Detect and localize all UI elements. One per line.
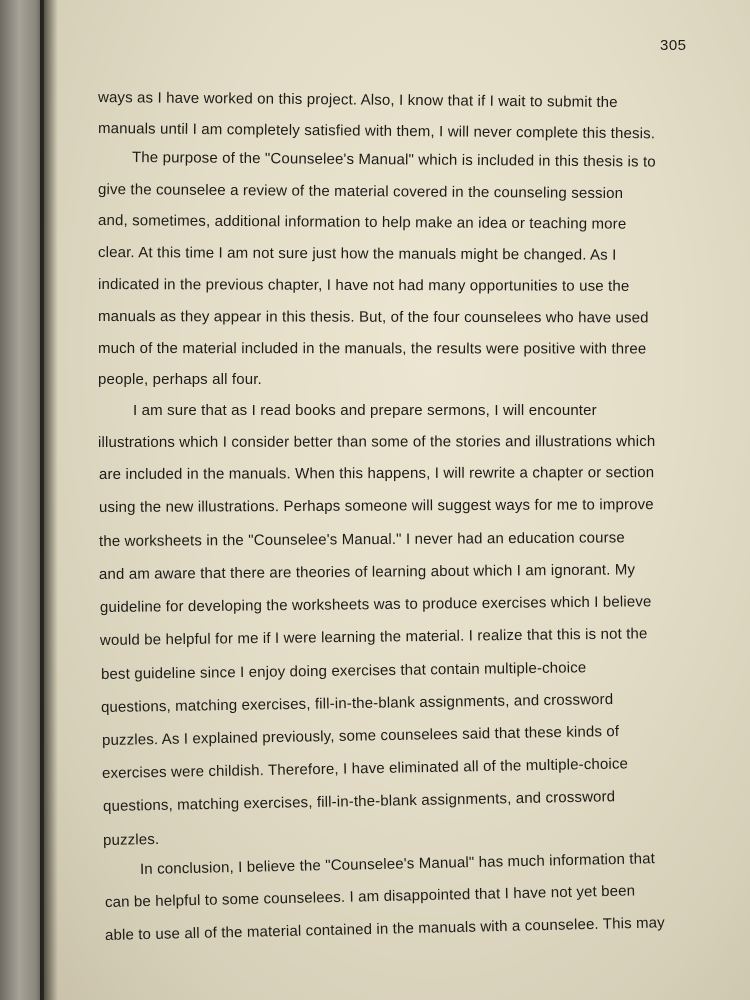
text-line: and, sometimes, additional information to help make an idea or teaching more xyxy=(97,212,627,233)
text-line: In conclusion, I believe the "Counselee's Manual" has much information that xyxy=(139,850,656,878)
text-line: ways as I have worked on this project. Also, I know that if I wait to submit the xyxy=(97,89,618,111)
text-line: best guideline since I enjoy doing exercises that contain multiple-choice xyxy=(100,659,587,683)
text-line: manuals until I am completely satisfied with them, I will never complete this thesis. xyxy=(97,120,656,143)
text-line: The purpose of the "Counselee's Manual" which is included in this thesis is to xyxy=(131,149,656,171)
text-line: using the new illustrations. Perhaps someone will suggest ways for me to improve xyxy=(98,496,654,516)
gutter-shadow xyxy=(40,0,58,1000)
page-number: 305 xyxy=(660,37,687,54)
body-text xyxy=(44,0,750,1000)
text-line: would be helpful for me if I were learning the material. I realize that this is not the xyxy=(99,625,648,649)
text-line: able to use all of the material contained in the manuals with a counselee. This may xyxy=(104,914,666,944)
text-line: manuals as they appear in this thesis. But, of the four counselees who have used xyxy=(97,308,649,327)
text-line: questions, matching exercises, fill-in-the-blank assignments, and crossword xyxy=(100,690,614,716)
text-line: much of the material included in the manuals, the results were positive with three xyxy=(97,340,647,358)
text-line: the worksheets in the "Counselee's Manual." I never had an education course xyxy=(98,529,625,550)
text-line: puzzles. xyxy=(102,830,160,849)
text-line: are included in the manuals. When this happens, I will rewrite a chapter or section xyxy=(98,464,655,483)
text-line: give the counselee a review of the material covered in the counseling session xyxy=(97,181,624,203)
text-line: puzzles. As I explained previously, some counselees said that these kinds of xyxy=(101,722,620,749)
text-line: clear. At this time I am not sure just how the manuals might be changed. As I xyxy=(97,244,617,264)
text-line: people, perhaps all four. xyxy=(98,371,262,388)
text-line: exercises were childish. Therefore, I have eliminated all of the multiple-choice xyxy=(101,755,629,782)
text-line: can be helpful to some counselees. I am disappointed that I have not yet been xyxy=(104,882,636,911)
text-line: questions, matching exercises, fill-in-the-blank assignments, and crossword xyxy=(102,788,616,815)
text-line: I am sure that as I read books and prepare sermons, I will encounter xyxy=(133,402,597,419)
text-line: and am aware that there are theories of learning about which I am ignorant. My xyxy=(98,561,636,583)
text-line: guideline for developing the worksheets was to produce exercises which I believe xyxy=(99,593,652,616)
document-page xyxy=(44,0,750,1000)
text-line: illustrations which I consider better than some of the stories and illustrations which xyxy=(97,433,656,451)
text-line: indicated in the previous chapter, I have not had many opportunities to use the xyxy=(97,276,630,295)
